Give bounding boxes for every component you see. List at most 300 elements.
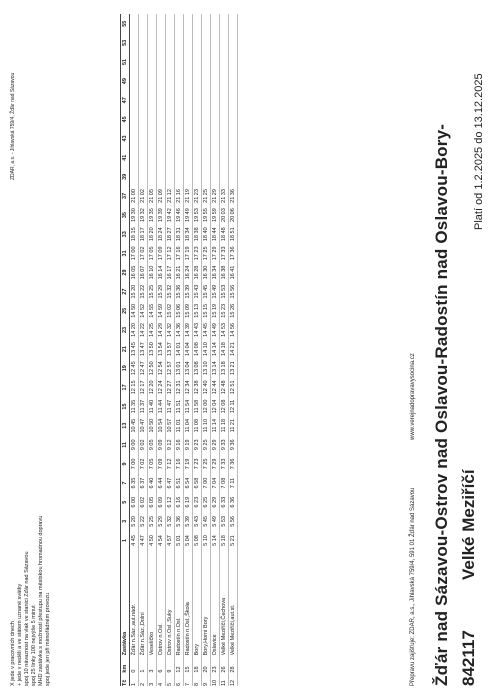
column-header: 49 [122,78,128,85]
departure-time: 19 46 [176,208,182,222]
departure-time: 14 08 [194,342,200,356]
departure-time: 13 54 [158,342,164,356]
departure-time [130,148,138,167]
departure-time [193,167,201,186]
departure-time: 12 57 [167,361,173,376]
departure-time: 21 00 [131,189,137,203]
departure-time: 16 10 [149,265,155,280]
departure-time: 12 38 [194,380,200,395]
departure-time: 12 04 [212,399,218,414]
departure-time: 20 06 [230,208,236,222]
departure-time: 4 50 [149,535,155,546]
table-row [184,14,193,686]
table-row [220,14,229,686]
table-row [166,14,175,686]
departure-time: 16 05 [131,265,137,280]
departure-time: 6 05 [149,496,155,508]
departure-time [148,33,156,52]
departure-time: 10 54 [158,418,164,433]
departure-time: 10 57 [167,418,173,433]
departure-time: 21 25 [203,189,209,203]
departure-time [166,129,174,148]
departure-time [148,167,156,186]
column-header: 11 [122,441,128,448]
departure-time: 15 15 [203,303,209,318]
departure-time: 6 58 [194,477,200,489]
departure-time: 11 35 [131,399,137,414]
stop-km: 23 [212,666,218,673]
departure-time: 16 28 [194,265,200,280]
departure-time [166,72,174,91]
table-row [148,14,157,686]
departure-time: 15 09 [185,303,191,318]
departure-time: 11 51 [176,399,182,414]
departure-time: 5 25 [149,516,155,527]
departure-time [175,129,183,148]
departure-time: 16 21 [176,265,182,280]
departure-time: 20 03 [221,208,227,222]
table-row [139,14,148,686]
departure-time: 13 10 [203,361,209,376]
footer-text: ZDAR, a.s. - Jihlavská 759/4, Žďár nad Sázavou [10,72,16,180]
column-header: 7 [122,481,128,485]
departure-time [193,110,201,129]
departure-time: 12 31 [176,380,182,395]
departure-time: 16 41 [230,265,236,280]
departure-time: 14 49 [212,323,218,337]
departure-time: 6 54 [185,477,191,489]
departure-time: 6 00 [131,496,137,508]
departure-time [130,72,138,91]
departure-time: 19 30 [131,208,137,222]
stop-name: Bory [194,644,200,656]
departure-time [211,14,219,33]
departure-time [175,14,183,33]
departure-time [175,167,183,186]
departure-time: 11 47 [167,399,173,414]
stop-km: 15 [185,666,191,673]
stop-index: 4 [158,682,164,686]
departure-time: 7 29 [212,458,218,470]
departure-time: 6 37 [140,477,146,489]
departure-time: 5 10 [203,535,209,546]
departure-time: 12 00 [203,399,209,414]
departure-time [220,72,228,91]
departure-time [166,91,174,110]
departure-time: 17 00 [131,246,137,261]
departure-time [148,72,156,91]
departure-time: 12 34 [185,380,191,395]
departure-time: 9 25 [203,439,209,451]
departure-time: 11 37 [140,399,146,414]
departure-time: 15 22 [140,284,146,299]
departure-time [175,33,183,52]
departure-time: 9 05 [149,439,155,451]
column-header: km [122,664,128,673]
departure-time: 5 21 [230,535,236,546]
departure-time: 9 09 [158,439,164,451]
departure-time [193,72,201,91]
line-number: 842117 [459,630,478,686]
departure-time: 19 53 [194,208,200,222]
departure-time: 15 06 [176,303,182,318]
departure-time: 17 25 [203,246,209,261]
departure-time: 21 09 [158,189,164,203]
stop-name: Žďár n.Sáz.,Dolní [140,612,146,656]
departure-time: 14 52 [140,303,146,318]
stop-name: Žďár n.Sáz.,aut.nádr. [131,603,137,656]
stop-name: Ostrov n.Osl. [158,623,164,656]
column-header: 19 [122,365,128,372]
departure-time [184,148,192,167]
page-title: Žďár nad Sázavou-Ostrov nad Oslavou-Radostín nad Oslavou-Bory- [432,123,451,686]
departure-time [229,72,237,91]
departure-time: 16 07 [140,265,146,280]
departure-time [211,129,219,148]
departure-time: 13 21 [230,361,236,376]
departure-time [157,129,165,148]
stop-index: 3 [149,682,155,686]
departure-time [184,72,192,91]
departure-time: 11 58 [194,399,200,414]
departure-time: 10 45 [131,418,137,433]
departure-time: 13 57 [167,342,173,356]
departure-time [220,148,228,167]
departure-time: 14 56 [230,323,236,337]
column-header: 25 [122,307,128,314]
departure-time: 19 35 [149,208,155,222]
departure-time [202,14,210,33]
stop-name: Velké Meziříčí,aut.st. [230,604,236,656]
departure-time [175,52,183,71]
departure-time: 15 39 [185,284,191,299]
table-row [202,14,211,686]
departure-time: 13 01 [176,361,182,376]
departure-time: 14 55 [149,303,155,318]
column-header: Tč [122,679,128,686]
departure-time: 19 49 [185,208,191,222]
departure-time [184,167,192,186]
departure-time: 7 05 [149,458,155,470]
departure-time [184,91,192,110]
column-header: 33 [122,231,128,238]
column-header: 1 [122,538,128,543]
departure-time: 13 04 [185,361,191,376]
departure-time: 18 48 [221,227,227,242]
column-header: 29 [122,269,128,276]
departure-time: 14 20 [131,323,137,337]
departure-time: 14 14 [212,342,218,356]
departure-time: 18 31 [176,227,182,242]
departure-time: 15 25 [149,284,155,299]
departure-time: 21 02 [140,189,146,203]
departure-time: 18 20 [149,227,155,242]
departure-time: 9 29 [212,439,218,451]
departure-time: 11 10 [203,418,209,433]
departure-time [157,91,165,110]
departure-time: 19 55 [203,208,209,222]
departure-time [193,148,201,167]
departure-time [202,91,210,110]
departure-time: 15 43 [194,284,200,299]
departure-time: 18 40 [203,227,209,242]
departure-time: 10 47 [140,418,146,433]
departure-time: 18 27 [167,227,173,242]
departure-time: 6 33 [221,496,227,508]
column-header: 37 [122,192,128,200]
departure-time: 7 16 [176,458,182,470]
departure-time: 10 50 [149,418,155,433]
departure-time: 15 23 [221,303,227,318]
departure-time: 7 19 [185,458,191,470]
stop-km: 0 [131,669,137,673]
departure-time [148,129,156,148]
departure-time: 4 57 [167,535,173,546]
departure-time: 7 00 [203,477,209,489]
departure-time [139,33,147,52]
departure-time: 12 54 [158,361,164,376]
departure-time: 12 17 [140,380,146,395]
departure-time [166,148,174,167]
departure-time: 17 09 [158,246,164,261]
departure-time: 7 08 [221,477,227,489]
stop-km: 20 [203,666,209,673]
departure-time: 12 15 [131,380,137,395]
departure-time: 21 05 [149,189,155,203]
departure-time [211,148,219,167]
departure-time [139,14,147,33]
departure-time: 21 19 [185,189,191,203]
departure-time: 5 29 [158,516,164,527]
departure-time: 19 39 [158,208,164,222]
stop-index: 7 [185,682,191,686]
departure-time: 13 14 [212,361,218,376]
departure-time: 13 08 [194,361,200,376]
departure-time [193,14,201,33]
departure-time [130,52,138,71]
departure-time [157,72,165,91]
departure-time: 5 14 [212,535,218,546]
departure-time [130,14,138,33]
departure-time: 14 21 [230,342,236,356]
timetable-table [120,14,238,686]
departure-time: 6 25 [203,496,209,508]
departure-time: 14 50 [131,303,137,318]
departure-time: 15 02 [167,303,173,318]
departure-time: 15 56 [230,284,236,299]
departure-time: 12 45 [131,361,137,376]
departure-time: 6 35 [131,477,137,489]
departure-time: 17 36 [230,246,236,261]
departure-time [211,110,219,129]
departure-time [202,167,210,186]
column-header: 39 [122,173,128,180]
departure-time [166,14,174,33]
column-header: 9 [122,462,128,466]
departure-time: 15 36 [176,284,182,299]
departure-time: 5 04 [185,535,191,546]
departure-time: 5 20 [131,516,137,527]
departure-time [220,91,228,110]
departure-time: 16 38 [221,265,227,280]
stop-name: Bory,Horní Bory [203,616,209,656]
departure-time: 17 29 [212,246,218,261]
table-row [193,14,202,686]
departure-time [193,91,201,110]
departure-time [175,72,183,91]
table-header-row [121,14,130,686]
departure-time [175,91,183,110]
stop-index: 11 [221,680,227,686]
website-link[interactable]: www.verejnadopravavysocina.cz [410,353,416,440]
stop-name: Veselíčko [149,631,155,656]
departure-time [148,148,156,167]
departure-time: 9 33 [221,439,227,451]
departure-time: 4 45 [131,535,137,546]
column-header: 47 [122,97,128,104]
departure-time: 18 24 [158,227,164,242]
departure-time: 6 02 [140,496,146,508]
departure-time: 18 17 [140,227,146,242]
departure-time: 4 54 [158,535,164,546]
departure-time [157,14,165,33]
departure-time: 5 45 [203,516,209,527]
departure-time: 6 23 [194,496,200,508]
footnote: MHD zastávka s možností přestupu na městskou hromadnou dopravu [38,515,44,686]
departure-time: 5 36 [176,516,182,527]
departure-time [202,52,210,71]
departure-time: 15 19 [212,303,218,318]
departure-time [229,129,237,148]
stop-index: 9 [203,682,209,686]
departure-time [148,14,156,33]
departure-time: 15 20 [131,284,137,299]
departure-time: 14 18 [221,342,227,356]
departure-time: 19 59 [212,208,218,222]
column-header: 53 [122,39,128,46]
stop-name: Ostrov n.Osl.,Suky [167,609,173,656]
departure-time: 18 51 [230,227,236,242]
stop-km: 6 [158,669,164,673]
departure-time [148,91,156,110]
departure-time: 16 30 [203,265,209,280]
departure-time: 17 19 [185,246,191,261]
departure-time: 9 36 [230,439,236,451]
departure-time [202,110,210,129]
departure-time: 21 23 [194,189,200,203]
stop-index: 1 [131,682,137,686]
column-header: 3 [122,519,128,523]
departure-time: 9 16 [176,439,182,451]
departure-time: 9 00 [131,439,137,451]
stop-name: Oslavice [212,634,218,656]
departure-time [229,52,237,71]
departure-time [229,91,237,110]
departure-time: 6 12 [167,496,173,508]
stop-index: 2 [140,682,146,686]
table-row [211,14,220,686]
departure-time: 6 36 [230,496,236,508]
departure-time: 12 20 [149,380,155,395]
departure-time [229,110,237,129]
departure-time [202,148,210,167]
departure-time [220,33,228,52]
departure-time [211,72,219,91]
departure-time [157,33,165,52]
departure-time: 9 12 [167,439,173,451]
departure-time: 18 38 [194,227,200,242]
departure-time [130,110,138,129]
departure-time [157,110,165,129]
departure-time: 5 39 [185,516,191,527]
departure-time: 9 23 [194,439,200,451]
departure-time [193,52,201,71]
stop-km: 12 [176,666,182,673]
departure-time: 18 15 [131,227,137,242]
departure-time [175,110,183,129]
departure-time [130,129,138,148]
departure-time [175,148,183,167]
table-row [130,14,139,686]
departure-time: 7 02 [140,458,146,470]
departure-time [220,167,228,186]
departure-time: 6 44 [158,477,164,489]
departure-time: 5 56 [230,516,236,527]
footnote: X jede v pracovních dnech [10,621,16,686]
departure-time [166,52,174,71]
departure-time [130,33,138,52]
departure-time: 14 10 [203,342,209,356]
departure-time: 14 32 [167,323,173,337]
departure-time: 5 53 [221,516,227,527]
departure-time: 12 50 [149,361,155,376]
departure-time: 15 32 [167,284,173,299]
column-header: 41 [122,154,128,161]
departure-time [139,110,147,129]
departure-time: 7 25 [203,458,209,470]
validity-period: Platí od 1.2.2025 do 13.12.2025 [473,73,485,230]
departure-time [157,167,165,186]
column-header: 55 [122,20,128,27]
footnote: spoj 25 linky 100 nejvýše 5 minut [31,605,37,686]
column-header: 31 [122,250,128,257]
departure-time: 12 48 [221,380,227,395]
departure-time: 19 32 [140,208,146,222]
departure-time: 21 29 [212,189,218,203]
departure-time: 19 42 [167,208,173,222]
departure-time: 12 47 [140,361,146,376]
departure-time [211,33,219,52]
departure-time: 13 47 [140,342,146,356]
departure-time: 6 51 [176,477,182,489]
departure-time [229,14,237,33]
departure-time: 12 08 [221,399,227,414]
column-header: 5 [122,500,128,504]
departure-time: 12 40 [203,380,209,395]
departure-time [139,72,147,91]
footnote: + jede v neděli a ve státem uznané svátky [17,583,23,686]
departure-time [148,110,156,129]
stop-index: 12 [230,679,236,686]
departure-time: 21 16 [176,189,182,203]
departure-time [220,14,228,33]
departure-time: 18 34 [185,227,191,242]
departure-time: 5 01 [176,535,182,546]
departure-time [220,110,228,129]
departure-time [229,148,237,167]
table-row [157,14,166,686]
departure-time: 7 11 [230,477,236,489]
